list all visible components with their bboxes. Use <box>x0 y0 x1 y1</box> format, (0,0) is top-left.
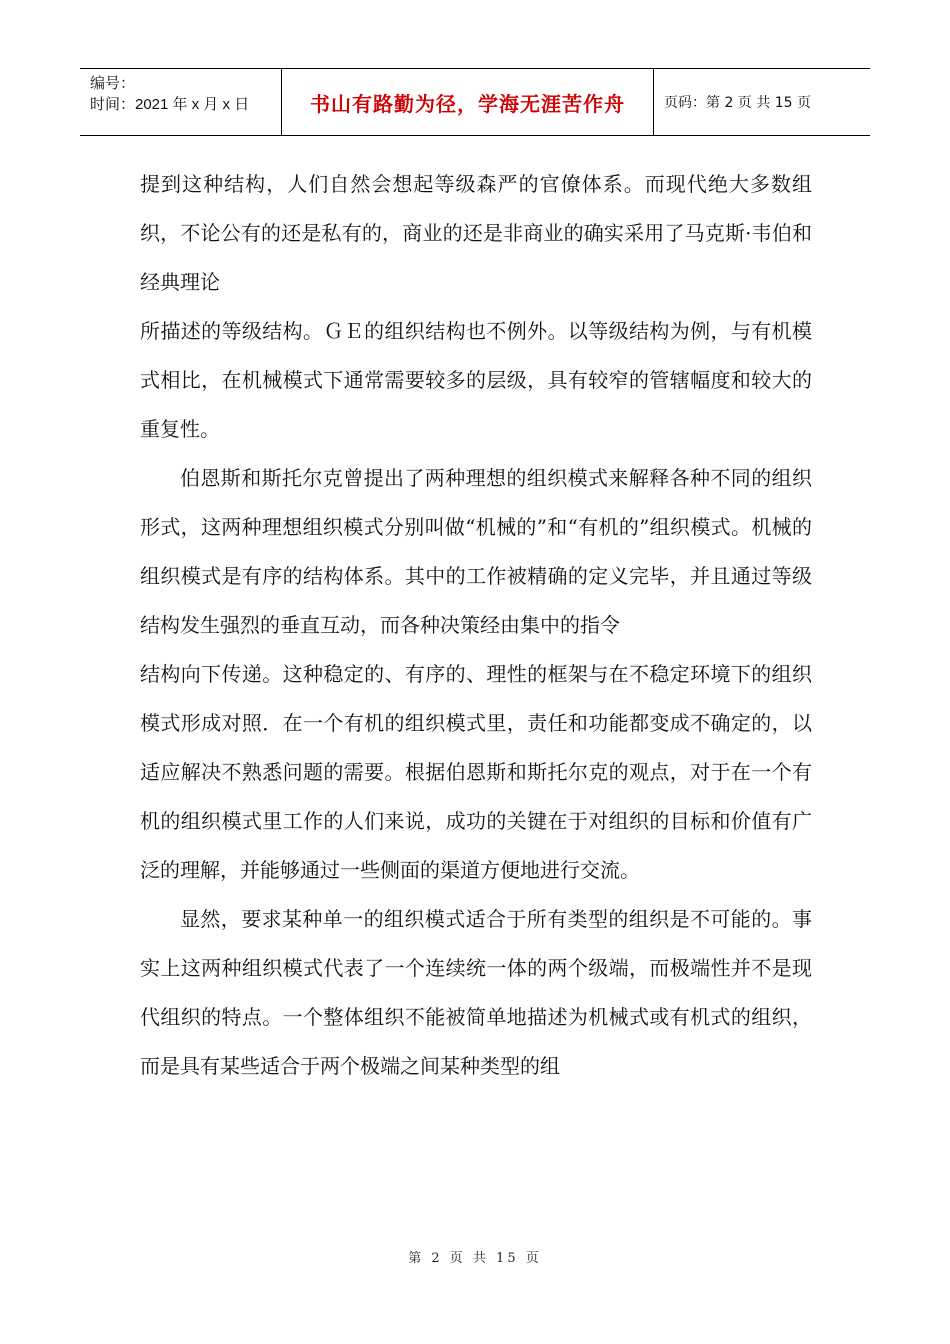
document-date: 时间：2021 年 x 月 x 日 <box>90 96 250 113</box>
header-motto: 书山有路勤为径，学海无涯苦作舟 <box>282 69 654 135</box>
page-footer: 第 2 页 共 15 页 <box>408 1251 542 1266</box>
document-number-label: 编号： <box>90 75 136 92</box>
paragraph-1: 提到这种结构，人们自然会想起等级森严的官僚体系。而现代绝大多数组织，不论公有的还是私有的，商业的还是非商业的确实采用了马克斯·韦伯和经典理论 <box>140 172 812 294</box>
paragraph-3: 伯恩斯和斯托尔克曾提出了两种理想的组织模式来解释各种不同的组织形式，这两种理想组织模式分别叫做“机械的”和“有机的”组织模式。机械的组织模式是有序的结构体系。其中的工作被精确的定义完毕，并且通过等级结构发生强烈的垂直互动，而各种决策经由集中的指令 <box>140 466 812 637</box>
page-header <box>80 68 870 136</box>
paragraph-5: 显然，要求某种单一的组织模式适合于所有类型的组织是不可能的。事实上这两种组织模式代表了一个连续统一体的两个级端，而极端性并不是现代组织的特点。一个整体组织不能被简单地描述为机械式或有机式的组织，而是具有某些适合于两个极端之间某种类型的组 <box>140 907 812 1078</box>
header-page-info: 页码：第 2 页 共 15 页 <box>664 95 811 111</box>
header-meta <box>80 69 282 135</box>
paragraph-2: 所描述的等级结构。ＧＥ的组织结构也不例外。以等级结构为例，与有机模式相比，在机械模式下通常需要较多的层级，具有较窄的管辖幅度和较大的重复性。 <box>140 319 812 441</box>
document-body <box>140 160 812 1091</box>
paragraph-4: 结构向下传递。这种稳定的、有序的、理性的框架与在不稳定环境下的组织模式形成对照．在一个有机的组织模式里，责任和功能都变成不确定的，以适应解决不熟悉问题的需要。根据伯恩斯和斯托尔克的观点，对于在一个有机的组织模式里工作的人们来说，成功的关键在于对组织的目标和价值有广泛的理解，并能够通过一些侧面的渠道方便地进行交流。 <box>140 662 812 882</box>
